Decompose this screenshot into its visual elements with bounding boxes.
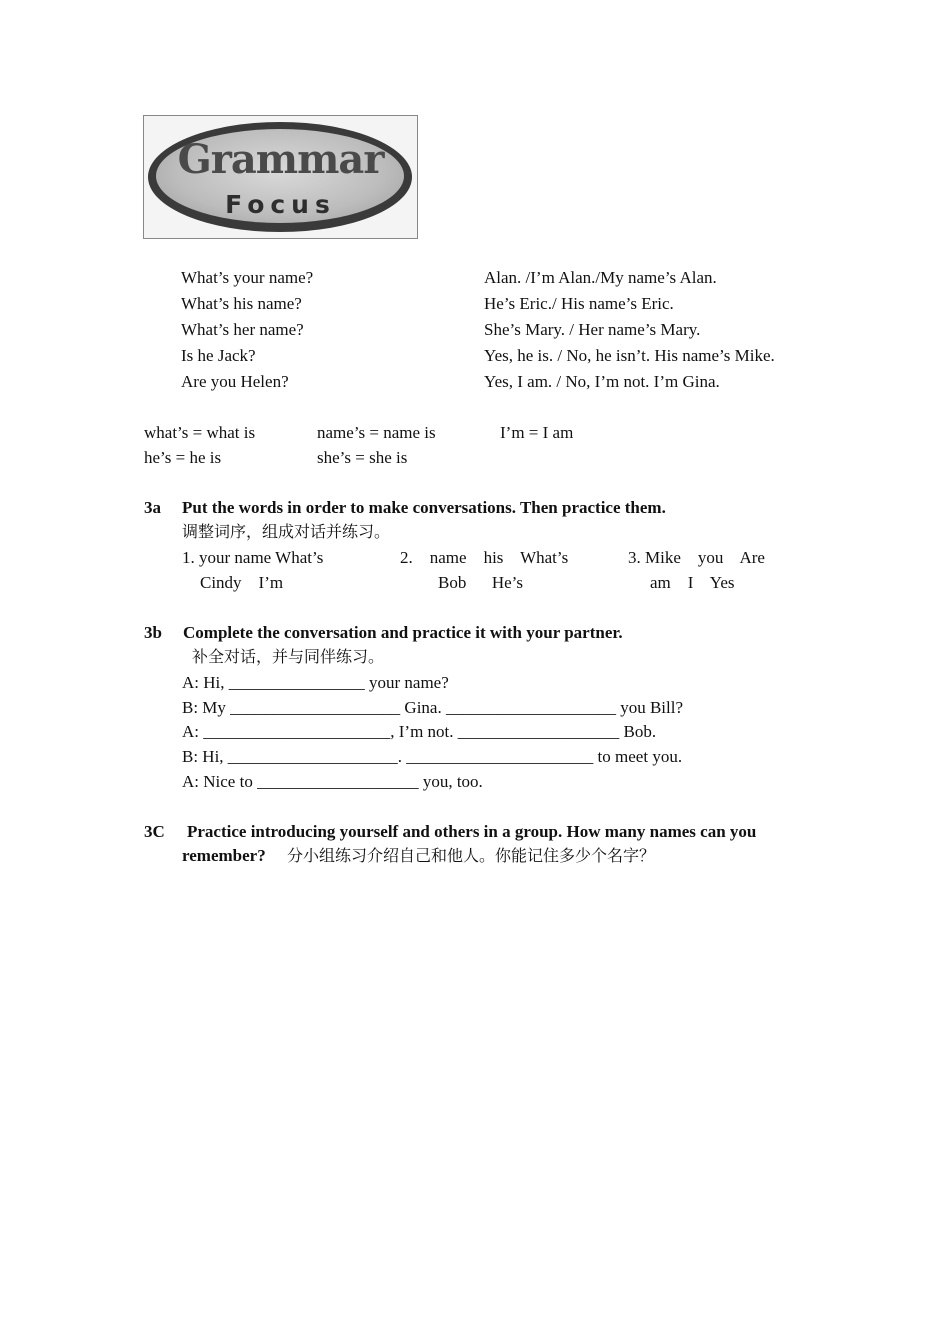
reorder-item-line1: 1. your name What’s [182, 548, 324, 567]
contraction: she’s = she is [317, 448, 408, 467]
reorder-item-line1: 3. Mike you Are [628, 548, 765, 567]
contraction: I’m = I am [500, 423, 574, 442]
reorder-item-line1: 2. name his What’s [400, 548, 569, 567]
reorder-item-line2: am I Yes [650, 573, 735, 592]
contraction: name’s = name is [317, 423, 436, 442]
reorder-item-line2: Cindy I’m [200, 573, 284, 592]
reorder-item-line2: Bob He’s [438, 573, 523, 592]
dialogue-line: B: My ____________________ Gina. ____________________ you Bill? [182, 698, 684, 717]
grammar-answer: Yes, I am. / No, I’m not. I’m Gina. [484, 372, 720, 391]
section-label: 3a [144, 498, 161, 517]
section-instruction-cn: 补全对话，并与同伴练习。 [192, 647, 385, 666]
grammar-question: What’s your name? [181, 268, 314, 287]
dialogue-line: A: Hi, ________________ your name? [182, 673, 449, 692]
section-instruction-cn: 调整词序，组成对话并练习。 [182, 522, 391, 541]
section-label: 3C [144, 822, 165, 841]
contraction: he’s = he is [144, 448, 222, 467]
grammar-answer: He’s Eric./ His name’s Eric. [484, 294, 674, 313]
grammar-question: Is he Jack? [181, 346, 256, 365]
dialogue-line: B: Hi, ____________________. ______________________ to meet you. [182, 747, 683, 766]
dialogue-line: A: Nice to ___________________ you, too. [182, 772, 483, 791]
grammar-question: What’s his name? [181, 294, 302, 313]
grammar-focus-logo [143, 115, 418, 239]
grammar-answer: She’s Mary. / Her name’s Mary. [484, 320, 701, 339]
contraction: what’s = what is [144, 423, 256, 442]
grammar-question: What’s her name? [181, 320, 304, 339]
grammar-question: Are you Helen? [181, 372, 289, 391]
grammar-answer: Alan. /I’m Alan./My name’s Alan. [484, 268, 717, 287]
section-instruction: Practice introducing yourself and others in a group. How many names can you [187, 822, 757, 841]
logo-title: Grammar [177, 136, 384, 183]
section-instruction-end: remember? [182, 846, 266, 865]
section-instruction-cn: 分小组练习介绍自己和他人。你能记住多少个名字？ [287, 846, 656, 865]
section-label: 3b [144, 623, 162, 642]
section-instruction: Put the words in order to make conversations. Then practice them. [182, 498, 666, 517]
dialogue-line: A: ______________________, I’m not. ___________________ Bob. [182, 722, 657, 741]
grammar-answer: Yes, he is. / No, he isn’t. His name’s Mike. [484, 346, 775, 365]
section-instruction: Complete the conversation and practice it with your partner. [183, 623, 623, 642]
logo-subtitle: Focus [225, 190, 336, 219]
